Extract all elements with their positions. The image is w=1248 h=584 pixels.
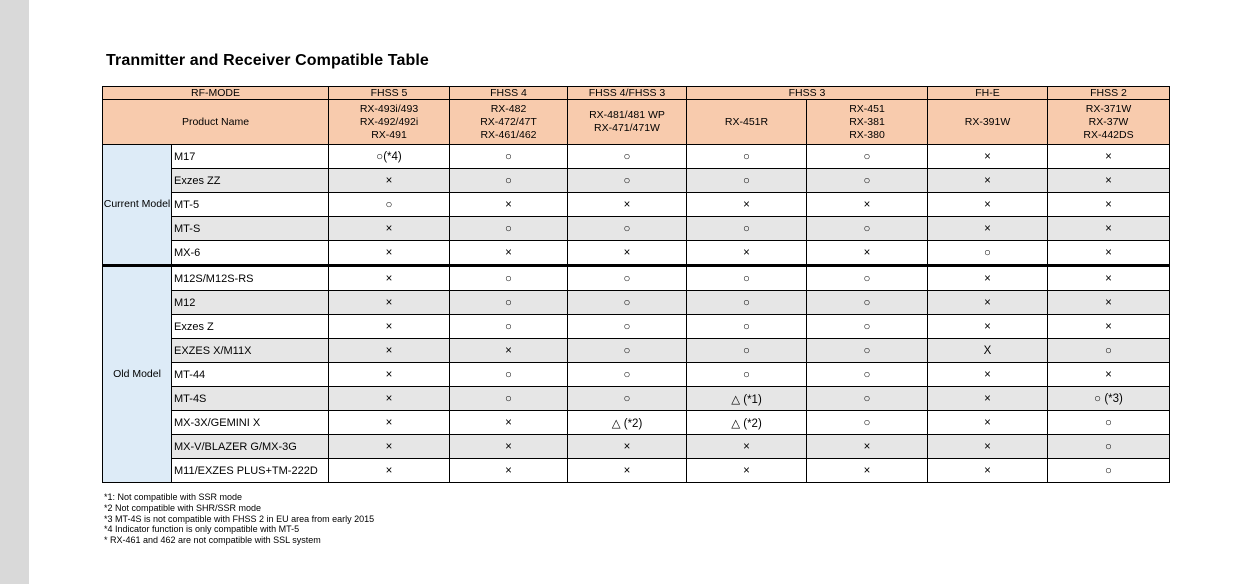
rf-mode-cell: FH-E <box>928 87 1048 100</box>
compatibility-cell: ○ (*3) <box>1048 387 1170 411</box>
compatibility-table <box>102 86 1170 483</box>
compatibility-cell: × <box>450 411 568 435</box>
transmitter-name: MX-V/BLAZER G/MX-3G <box>172 435 329 459</box>
compatibility-cell: ○(*4) <box>329 145 450 169</box>
compatibility-cell: X <box>928 339 1048 363</box>
transmitter-name: M12S/M12S-RS <box>172 266 329 291</box>
compatibility-cell: × <box>329 315 450 339</box>
receiver-model-name: RX-471/471W <box>594 122 660 134</box>
compatibility-cell: × <box>568 459 687 483</box>
compatibility-cell: × <box>928 387 1048 411</box>
footnotes <box>104 492 374 546</box>
compatibility-cell: △ (*2) <box>568 411 687 435</box>
rf-mode-label: RF-MODE <box>103 87 329 100</box>
compatibility-cell: × <box>329 169 450 193</box>
model-group-label: Current Model <box>103 145 172 266</box>
compatibility-cell: ○ <box>568 266 687 291</box>
compatibility-cell: ○ <box>450 266 568 291</box>
transmitter-name: M11/EXZES PLUS+TM-222D <box>172 459 329 483</box>
compatibility-cell: ○ <box>687 145 807 169</box>
compatibility-cell: × <box>1048 266 1170 291</box>
compatibility-cell: ○ <box>568 145 687 169</box>
compatibility-cell: × <box>928 145 1048 169</box>
compatibility-cell: × <box>329 217 450 241</box>
page-title: Tranmitter and Receiver Compatible Table <box>106 52 429 69</box>
transmitter-name: M12 <box>172 291 329 315</box>
compatibility-cell: ○ <box>807 387 928 411</box>
compatibility-cell: × <box>1048 241 1170 266</box>
rf-mode-cell: FHSS 3 <box>687 87 928 100</box>
compatibility-cell: × <box>928 193 1048 217</box>
receiver-model-name: RX-493i/493 <box>359 102 419 115</box>
receiver-model-name: RX-37W <box>1088 115 1129 128</box>
table-row <box>103 291 1170 315</box>
transmitter-name: Exzes Z <box>172 315 329 339</box>
compatibility-cell: ○ <box>687 315 807 339</box>
compatibility-cell: × <box>450 193 568 217</box>
compatibility-cell: × <box>329 387 450 411</box>
transmitter-name: MT-5 <box>172 193 329 217</box>
compatibility-cell: × <box>329 291 450 315</box>
transmitter-name: M17 <box>172 145 329 169</box>
compatibility-cell: × <box>568 241 687 266</box>
receiver-header-cell <box>807 100 928 145</box>
compatibility-cell: × <box>329 411 450 435</box>
compatibility-cell: × <box>1048 217 1170 241</box>
compatibility-cell: × <box>329 241 450 266</box>
table-row <box>103 241 1170 266</box>
compatibility-cell: × <box>1048 193 1170 217</box>
footnote-line: *2 Not compatible with SHR/SSR mode <box>104 502 262 513</box>
compatibility-cell: × <box>329 459 450 483</box>
receiver-header-cell <box>928 100 1048 145</box>
compatibility-cell: × <box>1048 169 1170 193</box>
compatibility-cell: ○ <box>568 217 687 241</box>
compatibility-cell: ○ <box>568 363 687 387</box>
receiver-header-cell <box>450 100 568 145</box>
compatibility-cell: × <box>928 315 1048 339</box>
compatibility-cell: × <box>687 193 807 217</box>
footnote-line: * RX-461 and 462 are not compatible with SSL system <box>104 535 321 546</box>
rf-mode-header-row <box>103 87 1170 100</box>
rf-mode-cell: FHSS 4/FHSS 3 <box>568 87 687 100</box>
compatibility-cell: ○ <box>687 363 807 387</box>
compatibility-cell: ○ <box>329 193 450 217</box>
compatibility-cell: × <box>807 193 928 217</box>
receiver-model-name: RX-472/47T <box>480 115 537 128</box>
receiver-model-name: RX-482 <box>490 102 527 115</box>
compatibility-cell: × <box>329 266 450 291</box>
compatibility-cell: × <box>1048 145 1170 169</box>
compatibility-cell: × <box>928 435 1048 459</box>
compatibility-cell: × <box>450 459 568 483</box>
left-margin-bar <box>0 0 29 584</box>
transmitter-name: MT-4S <box>172 387 329 411</box>
compatibility-cell: × <box>928 363 1048 387</box>
compatibility-cell: ○ <box>687 291 807 315</box>
compatibility-cell: × <box>687 459 807 483</box>
table-row <box>103 339 1170 363</box>
compatibility-cell: ○ <box>1048 411 1170 435</box>
compatibility-cell: × <box>928 459 1048 483</box>
transmitter-name: MX-6 <box>172 241 329 266</box>
compatibility-cell: × <box>329 339 450 363</box>
receiver-model-name: RX-451R <box>724 115 769 128</box>
compatibility-cell: ○ <box>450 145 568 169</box>
compatibility-cell: ○ <box>568 169 687 193</box>
compatibility-cell: ○ <box>450 363 568 387</box>
receiver-model-name: RX-391W <box>964 115 1011 128</box>
compatibility-cell: ○ <box>807 315 928 339</box>
table-body <box>103 87 1170 483</box>
receiver-header-cell <box>329 100 450 145</box>
receiver-model-name: RX-371W <box>1085 102 1132 115</box>
compatibility-cell: × <box>568 193 687 217</box>
compatibility-cell: × <box>928 266 1048 291</box>
compatibility-cell: × <box>807 459 928 483</box>
receiver-header-cell <box>568 100 687 145</box>
compatibility-cell: × <box>1048 291 1170 315</box>
compatibility-cell: × <box>1048 363 1170 387</box>
compatibility-cell: ○ <box>928 241 1048 266</box>
transmitter-name: MX-3X/GEMINI X <box>172 411 329 435</box>
table-row <box>103 145 1170 169</box>
table-row <box>103 459 1170 483</box>
footnote-line: *4 Indicator function is only compatible with MT-5 <box>104 524 300 535</box>
compatibility-cell: ○ <box>568 315 687 339</box>
receiver-model-name: RX-381 <box>849 115 885 128</box>
receiver-model-name: RX-451 <box>849 102 885 115</box>
rf-mode-cell: FHSS 5 <box>329 87 450 100</box>
transmitter-name: MT-S <box>172 217 329 241</box>
receiver-model-name: RX-492/492i <box>359 115 419 128</box>
compatibility-cell: × <box>928 217 1048 241</box>
table-row <box>103 217 1170 241</box>
compatibility-cell: ○ <box>568 291 687 315</box>
compatibility-cell: ○ <box>450 169 568 193</box>
compatibility-cell: ○ <box>450 291 568 315</box>
transmitter-name: Exzes ZZ <box>172 169 329 193</box>
compatibility-cell: × <box>928 291 1048 315</box>
compatibility-cell: ○ <box>807 411 928 435</box>
product-name-header-row <box>103 100 1170 145</box>
compatibility-cell: ○ <box>687 339 807 363</box>
receiver-model-name: RX-491 <box>371 128 407 141</box>
table-row <box>103 363 1170 387</box>
footnote-line: *3 MT-4S is not compatible with FHSS 2 in EU area from early 2015 <box>104 513 375 524</box>
compatibility-cell: × <box>329 435 450 459</box>
table-row <box>103 387 1170 411</box>
compatibility-cell: ○ <box>687 266 807 291</box>
receiver-model-name: RX-461/462 <box>480 128 537 141</box>
compatibility-cell: × <box>1048 315 1170 339</box>
compatibility-cell: × <box>450 435 568 459</box>
compatibility-cell: ○ <box>450 217 568 241</box>
compatibility-cell: ○ <box>1048 435 1170 459</box>
compatibility-cell: × <box>568 435 687 459</box>
transmitter-name: EXZES X/M11X <box>172 339 329 363</box>
compatibility-cell: ○ <box>807 363 928 387</box>
compatibility-cell: × <box>807 241 928 266</box>
compatibility-cell: × <box>450 241 568 266</box>
compatibility-cell: × <box>687 241 807 266</box>
compatibility-cell: ○ <box>568 339 687 363</box>
compatibility-cell: ○ <box>807 217 928 241</box>
table-row <box>103 315 1170 339</box>
compatibility-cell: ○ <box>687 169 807 193</box>
compatibility-cell: ○ <box>568 387 687 411</box>
compatibility-cell: × <box>928 169 1048 193</box>
footnote-line: *1: Not compatible with SSR mode <box>104 492 243 502</box>
transmitter-name: MT-44 <box>172 363 329 387</box>
product-name-label: Product Name <box>103 100 329 145</box>
compatibility-cell: △ (*2) <box>687 411 807 435</box>
compatibility-cell: ○ <box>807 339 928 363</box>
receiver-model-name: RX-380 <box>849 128 885 141</box>
compatibility-cell: × <box>687 435 807 459</box>
compatibility-cell: × <box>329 363 450 387</box>
rf-mode-cell: FHSS 2 <box>1048 87 1170 100</box>
compatibility-cell: ○ <box>450 315 568 339</box>
table-row <box>103 193 1170 217</box>
rf-mode-cell: FHSS 4 <box>450 87 568 100</box>
compatibility-cell: ○ <box>807 291 928 315</box>
compatibility-cell: ○ <box>807 169 928 193</box>
compatibility-cell: △ (*1) <box>687 387 807 411</box>
compatibility-cell: × <box>928 411 1048 435</box>
receiver-model-name: RX-481/481 WP <box>589 109 665 121</box>
compatibility-cell: × <box>807 435 928 459</box>
table-row <box>103 435 1170 459</box>
compatibility-cell: ○ <box>687 217 807 241</box>
table-row <box>103 411 1170 435</box>
table-row <box>103 169 1170 193</box>
compatibility-cell: ○ <box>1048 459 1170 483</box>
compatibility-cell: ○ <box>1048 339 1170 363</box>
receiver-header-cell <box>687 100 807 145</box>
compatibility-cell: ○ <box>450 387 568 411</box>
receiver-header-cell <box>1048 100 1170 145</box>
model-group-label: Old Model <box>103 266 172 483</box>
compatibility-cell: ○ <box>807 266 928 291</box>
compatibility-cell: ○ <box>807 145 928 169</box>
receiver-model-name: RX-442DS <box>1083 128 1134 141</box>
compatibility-cell: × <box>450 339 568 363</box>
table-row <box>103 266 1170 291</box>
